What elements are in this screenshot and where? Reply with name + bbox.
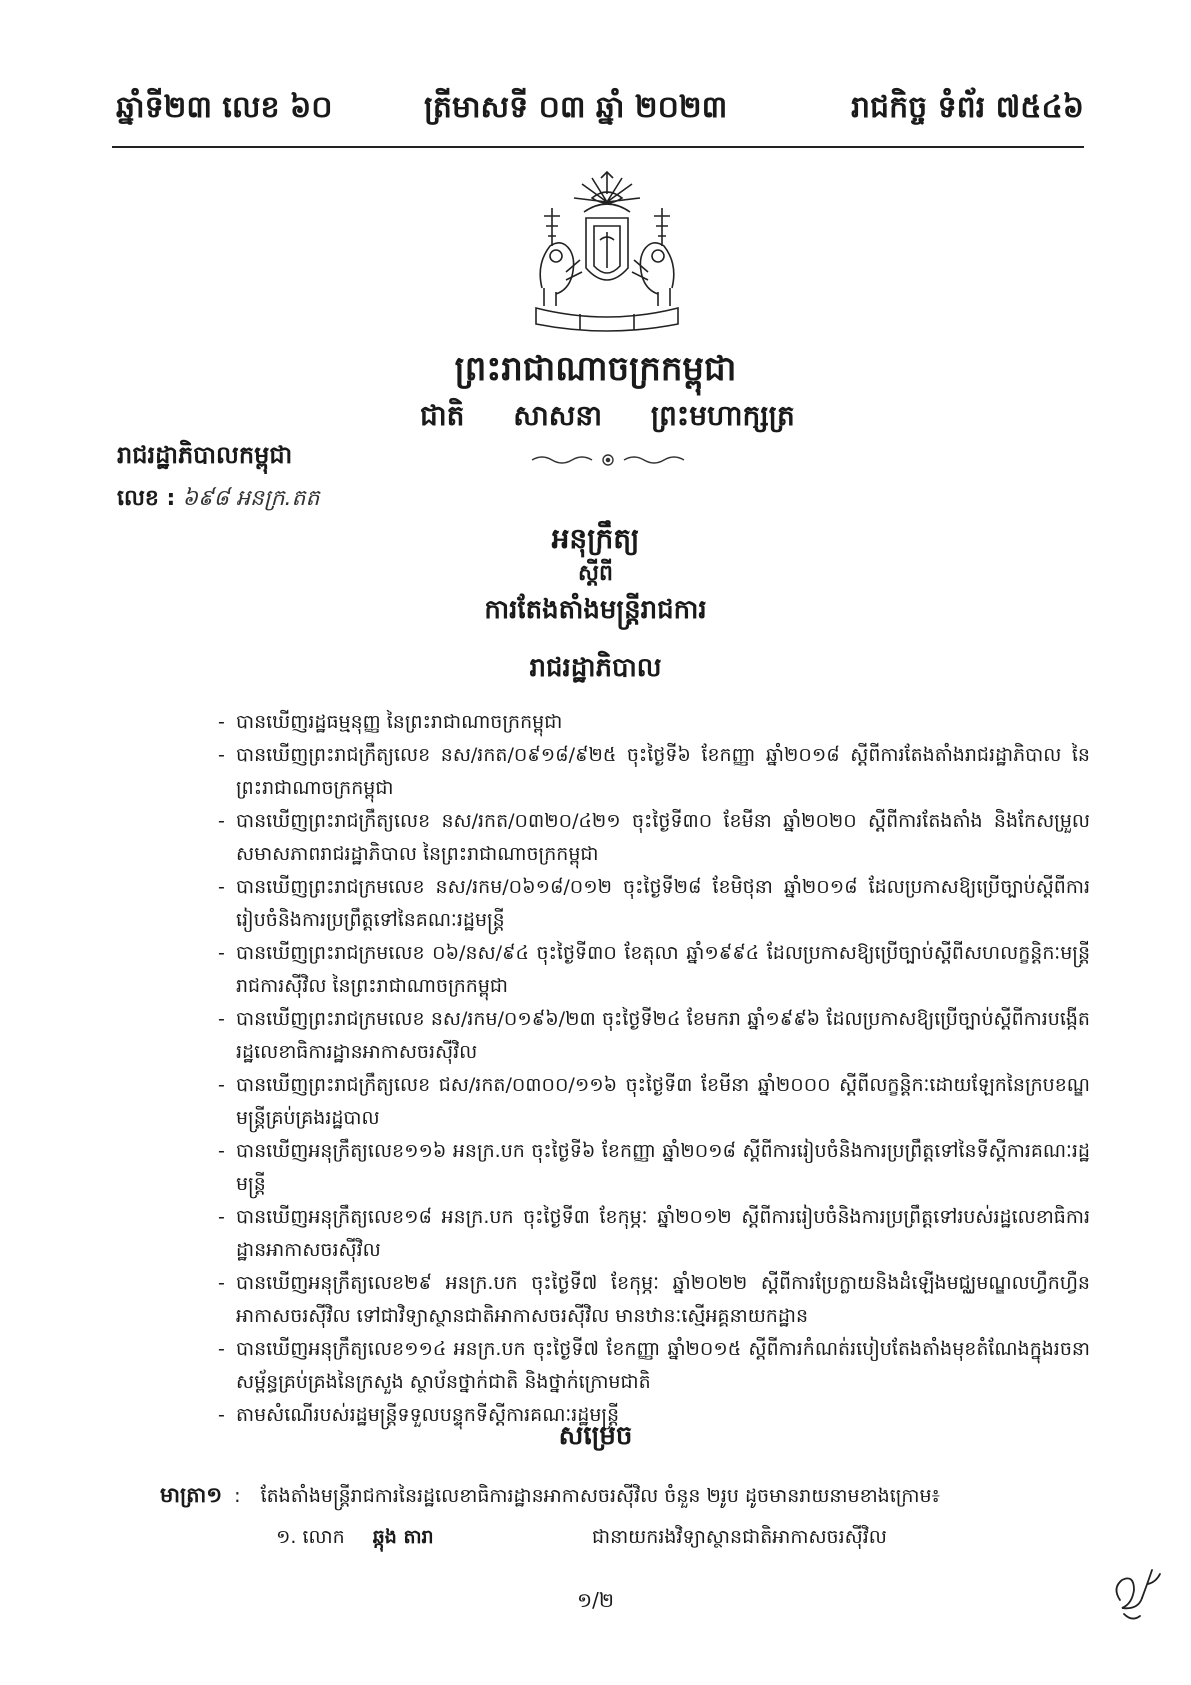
- appointee-index: ១. លោក: [276, 1526, 345, 1548]
- appointee-name: ឆ្កុង តារា: [372, 1526, 434, 1548]
- consideration-item: - បានឃើញព្រះរាជក្រមលេខ ០៦/នស/៩៤ ចុះថ្ងៃទី៣០ ខែតុលា ឆ្នាំ១៩៩៤ ដែលប្រកាសឱ្យប្រើច្បាប់ស្តីពីសហលក្ខន្តិកៈមន្ត្រីរាជការស៊ីវិល នៃព្រះរាជាណាចក្រកម្ពុជា: [218, 937, 1090, 1003]
- document-number-value: ៦៩៨ អនក្រ.តត: [182, 486, 320, 511]
- appointee-row: [276, 1520, 1090, 1554]
- article-1-label: មាត្រា១: [160, 1483, 223, 1507]
- national-motto: [420, 396, 795, 436]
- gazette-issue: ឆ្នាំទី២៣ លេខ ៦០: [116, 90, 333, 125]
- gazette-page-ref: រាជកិច្ច ទំព័រ ៧៥៤៦: [851, 90, 1084, 125]
- consideration-item: - បានឃើញអនុក្រឹត្យលេខ២៩ អនក្រ.បក ចុះថ្ងៃទី៧ ខែកុម្ភៈ ឆ្នាំ២០២២ ស្តីពីការប្រែក្លាយនិងដំឡើងមជ្ឈមណ្ឌលហ្វឹកហ្វឺនអាកាសចរស៊ីវិល ទៅជាវិទ្យាស្ថានជាតិអាកាសចរស៊ីវិល មានឋានៈស្មើអគ្គនាយកដ្ឋាន: [218, 1267, 1090, 1333]
- consideration-item: - បានឃើញព្រះរាជក្រមលេខ នស/រកម/០៦១៨/០១២ ចុះថ្ងៃទី២៨ ខែមិថុនា ឆ្នាំ២០១៨ ដែលប្រកាសឱ្យប្រើច្បាប់ស្តីពីការរៀបចំនិងការប្រព្រឹត្តទៅនៃគណៈរដ្ឋមន្ត្រី: [218, 871, 1090, 937]
- signature-initials-icon: [1108, 1560, 1164, 1630]
- document-number: [117, 482, 319, 516]
- document-subject: ការតែងតាំងមន្ត្រីរាជការ: [484, 595, 707, 625]
- gazette-header: [112, 86, 1084, 148]
- motto-religion: សាសនា: [513, 399, 603, 432]
- considerations-list: [218, 706, 1090, 1432]
- consideration-item: - បានឃើញអនុក្រឹត្យលេខ១១៤ អនក្រ.បក ចុះថ្ងៃទី៧ ខែកញ្ញា ឆ្នាំ២០១៥ ស្តីពីការកំណត់របៀបតែងតាំងមុខតំណែងក្នុងរចនាសម្ព័ន្ធគ្រប់គ្រងនៃក្រសួង ស្ថាប័នថ្នាក់ជាតិ និងថ្នាក់ក្រោមជាតិ: [218, 1333, 1090, 1399]
- page-number: ១/២: [576, 1588, 614, 1612]
- decision-heading: សម្រេច: [558, 1421, 633, 1451]
- consideration-item: - បានឃើញព្រះរាជក្រឹត្យលេខ នស/រកត/០៣២០/៤២១ ចុះថ្ងៃទី៣០ ខែមីនា ឆ្នាំ២០២០ ស្តីពីការតែងតាំង និងកែសម្រួលសមាសភាពរាជរដ្ឋាភិបាល នៃព្រះរាជាណាចក្រកម្ពុជា: [218, 805, 1090, 871]
- document-about: ស្តីពី: [578, 561, 613, 586]
- consideration-item: - បានឃើញព្រះរាជក្រឹត្យលេខ ជស/រកត/០៣០០/១១៦ ចុះថ្ងៃទី៣ ខែមីនា ឆ្នាំ២០០០ ស្តីពីលក្ខន្តិកៈដោយឡែកនៃក្របខណ្ឌមន្ត្រីគ្រប់គ្រងរដ្ឋបាល: [218, 1069, 1090, 1135]
- issuing-body-heading: រាជរដ្ឋាភិបាល: [529, 653, 662, 683]
- motto-nation: ជាតិ: [420, 399, 465, 432]
- consideration-item: - បានឃើញអនុក្រឹត្យលេខ១១៦ អនក្រ.បក ចុះថ្ងៃទី៦ ខែកញ្ញា ឆ្នាំ២០១៨ ស្តីពីការរៀបចំនិងការប្រព្រឹត្តទៅនៃទីស្តីការគណៈរដ្ឋមន្ត្រី: [218, 1135, 1090, 1201]
- issuing-authority: រាជរដ្ឋាភិបាលកម្ពុជា: [117, 441, 293, 469]
- consideration-item: - តាមសំណើរបស់រដ្ឋមន្ត្រីទទួលបន្ទុកទីស្តីការគណៈរដ្ឋមន្ត្រី: [218, 1399, 1090, 1432]
- consideration-item: - បានឃើញអនុក្រឹត្យលេខ១៨ អនក្រ.បក ចុះថ្ងៃទី៣ ខែកុម្ភៈ ឆ្នាំ២០១២ ស្តីពីការរៀបចំនិងការប្រព្រឹត្តទៅរបស់រដ្ឋលេខាធិការដ្ឋានអាកាសចរស៊ីវិល: [218, 1201, 1090, 1267]
- appointee-position: ជានាយករងវិទ្យាស្ថានជាតិអាកាសចរស៊ីវិល: [592, 1526, 887, 1548]
- gazette-quarter: ត្រីមាសទី ០៣ ឆ្នាំ ២០២៣: [424, 90, 728, 125]
- royal-coat-of-arms-icon: [522, 168, 692, 338]
- motto-king: ព្រះមហាក្សត្រ: [650, 399, 795, 432]
- consideration-item: - បានឃើញរដ្ឋធម្មនុញ្ញ នៃព្រះរាជាណាចក្រកម្ពុជា: [218, 706, 1090, 739]
- article-1: មាត្រា១ : តែងតាំងមន្ត្រីរាជការនៃរដ្ឋលេខាធិការដ្ឋានអាកាសចរស៊ីវិល ចំនួន ២រូប ដូចមានរាយនាមខាងក្រោម៖: [160, 1483, 940, 1507]
- article-1-text: តែងតាំងមន្ត្រីរាជការនៃរដ្ឋលេខាធិការដ្ឋានអាកាសចរស៊ីវិល ចំនួន ២រូប ដូចមានរាយនាមខាងក្រោម៖: [260, 1485, 940, 1507]
- kingdom-title: ព្រះរាជាណាចក្រកម្ពុជា: [454, 349, 737, 389]
- consideration-item: - បានឃើញព្រះរាជក្រឹត្យលេខ នស/រកត/០៩១៨/៩២៥ ចុះថ្ងៃទី៦ ខែកញ្ញា ឆ្នាំ២០១៨ ស្តីពីការតែងតាំងរាជរដ្ឋាភិបាល នៃព្រះរាជាណាចក្រកម្ពុជា: [218, 739, 1090, 805]
- decorative-divider-icon: [528, 452, 688, 468]
- consideration-item: - បានឃើញព្រះរាជក្រមលេខ នស/រកម/០១៩៦/២៣ ចុះថ្ងៃទី២៤ ខែមករា ឆ្នាំ១៩៩៦ ដែលប្រកាសឱ្យប្រើច្បាប់ស្តីពីការបង្កើតរដ្ឋលេខាធិការដ្ឋានអាកាសចរស៊ីវិល: [218, 1003, 1090, 1069]
- document-type: អនុក្រឹត្យ: [551, 522, 640, 555]
- document-number-label: លេខ :: [117, 486, 176, 511]
